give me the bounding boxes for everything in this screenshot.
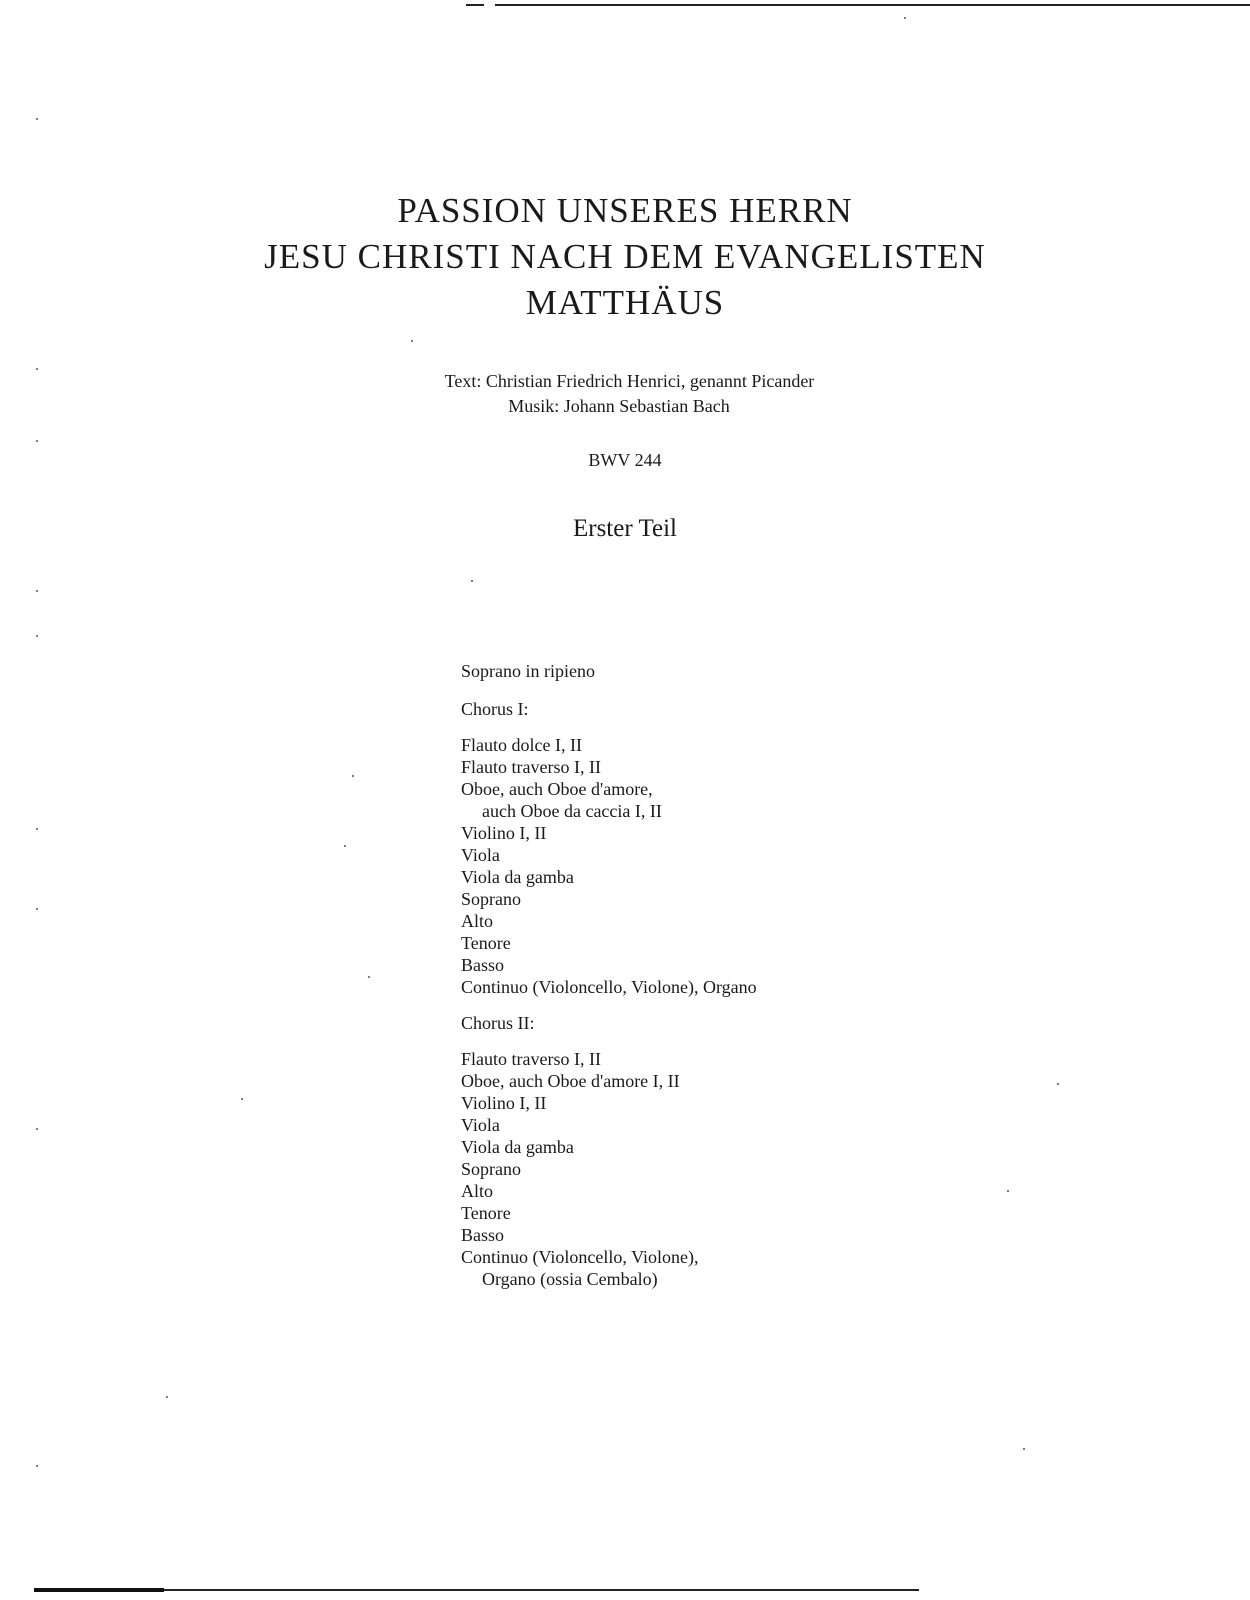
list-item: Continuo (Violoncello, Violone), [461, 1247, 699, 1267]
list-item: Viola da gamba [461, 1137, 574, 1157]
scan-speck [241, 1098, 243, 1100]
scan-edge-line [34, 1589, 919, 1591]
list-item: Viola da gamba [461, 867, 574, 887]
text-credit: Text: Christian Friedrich Henrici, genannt Picander [444, 371, 815, 391]
scan-speck [368, 976, 370, 978]
ripieno-label: Soprano in ripieno [461, 661, 595, 681]
scan-speck [1057, 1083, 1059, 1085]
chorus-2-label: Chorus II: [461, 1013, 535, 1033]
title-line-2: JESU CHRISTI NACH DEM EVANGELISTEN [264, 237, 986, 276]
scan-edge-line [495, 4, 1250, 6]
list-item: Oboe, auch Oboe d'amore I, II [461, 1071, 680, 1091]
scan-speck [166, 1396, 168, 1398]
list-item: Viola [461, 1115, 500, 1135]
music-credit: Musik: Johann Sebastian Bach [508, 396, 730, 416]
chorus-1-label: Chorus I: [461, 699, 529, 719]
list-item: Continuo (Violoncello, Violone), Organo [461, 977, 757, 997]
scan-speck [1023, 1448, 1025, 1450]
list-item: Tenore [461, 1203, 511, 1223]
scan-speck [471, 580, 473, 582]
scan-speck [36, 118, 38, 120]
scan-speck [36, 828, 38, 830]
list-item: Alto [461, 1181, 494, 1201]
scan-edge-line [466, 4, 484, 6]
instrumentation-list [461, 660, 961, 1290]
scan-speck [36, 1465, 38, 1467]
list-item: Flauto traverso I, II [461, 757, 601, 777]
scan-speck [36, 590, 38, 592]
scan-speck [36, 635, 38, 637]
page-title [0, 188, 1250, 326]
catalogue-number: BWV 244 [588, 450, 662, 470]
scan-speck [352, 775, 354, 777]
credits [0, 369, 1250, 419]
list-item: Soprano [461, 889, 521, 909]
scan-speck [1007, 1190, 1009, 1192]
title-line-1: PASSION UNSERES HERRN [397, 191, 853, 230]
part-heading: Erster Teil [572, 515, 677, 542]
scan-edge-line [34, 1588, 164, 1592]
scan-speck [36, 440, 38, 442]
scan-speck [344, 845, 346, 847]
scan-speck [411, 340, 413, 342]
scan-speck [36, 908, 38, 910]
list-item: Oboe, auch Oboe d'amore, [461, 779, 653, 799]
list-item: Soprano [461, 1159, 521, 1179]
title-line-3: MATTHÄUS [525, 283, 725, 322]
list-item: auch Oboe da caccia I, II [482, 801, 662, 821]
scan-speck [36, 1128, 38, 1130]
list-item: Tenore [461, 933, 511, 953]
list-item: Violino I, II [461, 823, 547, 843]
list-item: Viola [461, 845, 500, 865]
list-item: Flauto dolce I, II [461, 735, 582, 755]
list-item: Basso [461, 955, 505, 975]
list-item: Flauto traverso I, II [461, 1049, 601, 1069]
scan-speck [904, 17, 906, 19]
list-item: Basso [461, 1225, 505, 1245]
list-item: Organo (ossia Cembalo) [482, 1269, 658, 1289]
list-item: Violino I, II [461, 1093, 547, 1113]
list-item: Alto [461, 911, 494, 931]
chorus-2-items [461, 1048, 961, 1290]
chorus-1-items [461, 734, 961, 998]
